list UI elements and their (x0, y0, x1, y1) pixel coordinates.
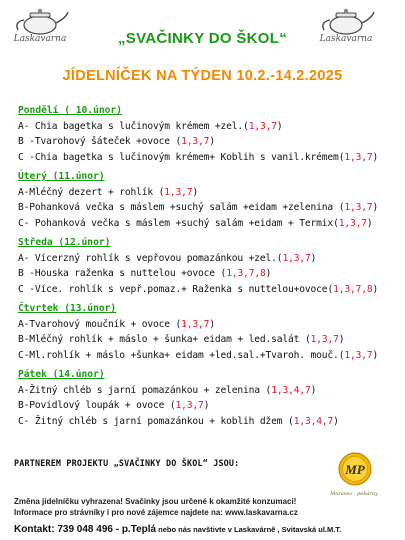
allergen-codes: 1,3,7 (282, 252, 311, 264)
menu-item: B -Houska raženka s nuttelou +ovoce (1,3,7,8) (18, 268, 272, 279)
menu-item-text: C -Více. rohlík s vepř.pomaz.+ Raženka s nuttelou+ovoce (18, 283, 328, 295)
menu-item-text: A-Tvarohový moučník + ovoce (18, 318, 176, 330)
menu-item-text: A- Vícerzný rohlík s vepřovou pomazánkou +zel. (18, 252, 277, 264)
menu-item: C- Pohanková večka s máslem +suchý salám +eidam + Termix(1,3,7) (18, 217, 373, 229)
menu-item: C- Žitný chléb s jarní pomazánkou + koblih džem (1,3,4,7) (18, 415, 339, 427)
contact-line (14, 524, 405, 535)
menu-item-text: A-Mléčný dezert + rohlík (18, 186, 159, 198)
logo-text: Laskavarna (319, 34, 373, 44)
contact-address: nebo nás navštivte v Laskavárně , Svitavská ul.M.T. (156, 525, 342, 534)
menu-item-text: C- Pohanková večka s máslem +suchý salám +eidam + Termix (18, 217, 334, 229)
allergen-codes: 1,3,7 (310, 334, 339, 345)
contact-phone: Kontakt: 739 048 496 - p.Teplá (14, 524, 157, 535)
menu-item: B-Povidlový loupák + ovoce (1,3,7) (18, 400, 210, 411)
day-title: Pátek (14.únor) (18, 369, 105, 380)
day-title: Pondělí ( 10.únor) (18, 105, 122, 116)
logo-text: Laskavarna (13, 34, 67, 44)
allergen-codes: 1,3,4,7 (293, 415, 334, 427)
menu-item: C -Chia bagetka s lučinovým krémem+ Koblih s vanil.krémem(1,3,7) (18, 151, 379, 163)
menu-item-text: B -Tvarohový šáteček +ovoce (18, 136, 176, 147)
allergen-codes: 1,3,7 (175, 400, 204, 411)
day-title: Středa (12.únor) (18, 237, 111, 248)
menu-item: A-Tvarohový moučník + ovoce (1,3,7) (18, 318, 215, 330)
mp-logo-caption: Moravec - pekárny (330, 491, 378, 497)
menu-item-text: C-Ml.rohlík + máslo +šunka+ eidam +led.sal.+Tvaroh. mouč. (18, 349, 339, 361)
allergen-codes: 1,3,7,8 (226, 268, 266, 279)
allergen-codes: 1,3,7 (338, 217, 367, 229)
allergen-codes: 1,3,7 (164, 186, 193, 198)
project-title: „SVAČINKY DO ŠKOL“ (117, 30, 288, 47)
footer-notes (14, 496, 404, 518)
menu-item-text: B -Houska raženka s nuttelou +ovoce (18, 268, 221, 279)
partner-text: PARTNEREM PROJEKTU „SVAČINKY DO ŠKOL“ JSOU: (14, 458, 240, 468)
menu-item: C-Ml.rohlík + máslo +šunka+ eidam +led.sal.+Tvaroh. mouč.(1,3,7) (18, 349, 379, 361)
day-title: Úterý (11.únor) (18, 171, 105, 182)
menu-item: B -Tvarohový šáteček +ovoce (1,3,7) (18, 136, 215, 147)
allergen-codes: 1,3,4,7 (271, 384, 311, 396)
footer-line-1: Změna jídelníčku vyhrazena! Svačinky jsou určené k okamžité konzumaci! (14, 497, 297, 506)
allergen-codes: 1,3,7 (181, 136, 210, 147)
menu-item: B-Pohanková večka s máslem +suchý salám +eidam +zelenina (1,3,7) (18, 202, 379, 213)
menu-item: B-Mléčný rohlík + máslo + šunka+ eidam + led.salát (1,3,7) (18, 334, 345, 345)
day-title: Čtvrtek (13.únor) (18, 303, 117, 314)
menu-item-text: A-Žitný chléb s jarní pomazánkou + zelenina (18, 384, 266, 396)
allergen-codes: 1,3,7 (344, 202, 373, 213)
menu-item-text: A- Chia bagetka s lučinovým krémem +zel. (18, 120, 244, 132)
menu-item-text: C- Žitný chléb s jarní pomazánkou + koblih džem (18, 415, 289, 427)
mp-logo-text: MP (345, 462, 365, 477)
allergen-codes: 1,3,7 (248, 120, 277, 132)
footer-line-2: Informace pro strávníky i pro nové zájemce najdete na: www.laskavarna.cz (14, 508, 298, 517)
menu-week-title: JÍDELNÍČEK NA TÝDEN 10.2.-14.2.2025 (62, 68, 343, 84)
allergen-codes: 1,3,7 (344, 349, 373, 361)
menu-item: A- Chia bagetka s lučinovým krémem +zel.(1,3,7) (18, 120, 283, 132)
allergen-codes: 1,3,7 (344, 151, 373, 163)
moravec-pekarny-logo (338, 452, 372, 486)
menu-item-text: B-Povidlový loupák + ovoce (18, 400, 170, 411)
menu-item: A-Žitný chléb s jarní pomazánkou + zelenina (1,3,4,7) (18, 384, 317, 396)
menu-item-text: B-Mléčný rohlík + máslo + šunka+ eidam + led.salát (18, 334, 305, 345)
menu-item-text: C -Chia bagetka s lučinovým krémem+ Koblih s vanil.krémem (18, 151, 339, 163)
allergen-codes: 1,3,7 (181, 318, 210, 330)
menu-item: A-Mléčný dezert + rohlík (1,3,7) (18, 186, 199, 198)
weekly-menu (18, 103, 403, 429)
menu-item-text: B-Pohanková večka s máslem +suchý salám +eidam +zelenina (18, 202, 339, 213)
menu-item: C -Více. rohlík s vepř.pomaz.+ Raženka s nuttelou+ovoce(1,3,7,8) (18, 283, 379, 295)
allergen-codes: 1,3,7,8 (333, 283, 373, 295)
menu-item: A- Vícerzný rohlík s vepřovou pomazánkou +zel.(1,3,7) (18, 252, 317, 264)
